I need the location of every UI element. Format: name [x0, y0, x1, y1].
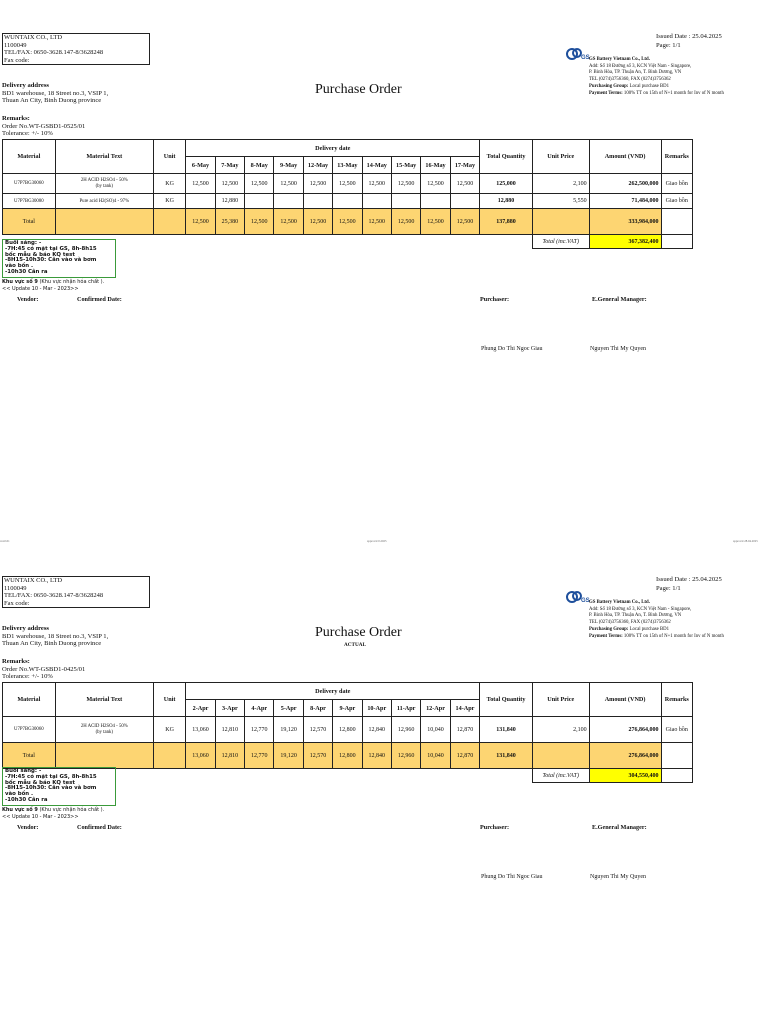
- header-total-quantity: Total Quantity: [480, 683, 533, 717]
- header-remarks: Remarks: [661, 683, 692, 717]
- grand-total-amount: 333,984,000: [589, 209, 661, 235]
- vendor-signature-label: Vendor:: [17, 296, 39, 303]
- qty-cell: [362, 194, 391, 209]
- material-text: Pure acid H2(SO)4 - 97%: [55, 194, 153, 209]
- header-delivery-date: Delivery date: [186, 140, 480, 157]
- qty-cell: 12,870: [450, 717, 480, 743]
- qty-cell: 12,570: [303, 717, 332, 743]
- vendor-name: WUNTAIX CO., LTD: [4, 34, 63, 41]
- issued-date: Issued Date : 25.04.2025: [656, 576, 722, 583]
- total-qty-cell: 10,040: [421, 743, 450, 769]
- gs-logo: [566, 590, 590, 606]
- confirmed-date-label: Confirmed Date:: [77, 824, 122, 831]
- date-header: 4-Apr: [245, 700, 274, 717]
- vendor-name: WUNTAIX CO., LTD: [4, 577, 63, 584]
- vendor-signature-label: Vendor:: [17, 824, 39, 831]
- date-header: 13-May: [333, 157, 362, 174]
- note-line: -10h30 Cân ra: [5, 796, 48, 803]
- qty-cell: [333, 194, 362, 209]
- header-remarks: Remarks: [661, 140, 692, 174]
- header-material: Material: [3, 683, 56, 717]
- material-code: U7P7BG30060: [3, 717, 56, 743]
- delivery-label: Delivery address: [2, 82, 49, 89]
- note-line: Buổi sáng: -: [5, 240, 42, 246]
- vendor-fax: Fax code:: [4, 56, 30, 64]
- issued-info: [656, 576, 722, 593]
- purchaser-name: Phung Do Thi Ngoc Giau: [481, 346, 543, 352]
- page-number: Page: 1/1: [656, 41, 681, 49]
- total-qty-cell: 12,500: [245, 209, 274, 235]
- vendor-code: 1100049: [4, 584, 27, 592]
- page-number: Page: 1/1: [656, 584, 681, 592]
- delivery-note: [2, 767, 116, 806]
- delivery-address: [2, 82, 108, 105]
- material-code: U7P7BG30060: [3, 174, 56, 194]
- total-label: Total: [3, 209, 56, 235]
- company-tel: TEL (0274)3756360, FAX (0274)3756362: [589, 620, 671, 626]
- total-qty-cell: 12,960: [391, 743, 420, 769]
- delivery-address: [2, 625, 108, 648]
- manager-name: Nguyen Thi My Quyen: [590, 346, 647, 352]
- confirmed-date-label: Confirmed Date:: [77, 296, 122, 303]
- vendor-tel: TEL/FAX: 0650-3628.147-8/3628248: [4, 592, 104, 600]
- qty-cell: 12,800: [333, 717, 362, 743]
- delivery-line-1: BD1 warehouse, 18 Street no.3, VSIP 1,: [2, 632, 109, 640]
- company-address-1: Add: Số 18 Đường số 3, KCN Việt Nam - Singapore,: [589, 63, 692, 69]
- total-quantity-cell: 131,840: [480, 717, 533, 743]
- note-line: bốc mẫu & báo KQ test: [5, 251, 75, 258]
- date-header: 14-Apr: [450, 700, 480, 717]
- qty-cell: 12,500: [245, 174, 274, 194]
- date-header: 12-May: [303, 157, 332, 174]
- header-unit-price: Unit Price: [532, 140, 589, 174]
- delivery-line-1: BD1 warehouse, 18 Street no.3, VSIP 1,: [2, 89, 109, 97]
- note-line: -7H:45 có mặt tại GS, 8h-8h15: [5, 245, 97, 252]
- header-material-text: Material Text: [55, 140, 153, 174]
- update-note: << Update 10 - Mar - 2023>>: [2, 814, 79, 820]
- unit-cell: KG: [153, 194, 185, 209]
- header-amount: Amount (VND): [589, 683, 661, 717]
- area-note: Khu vực số 9 (Khu vực nhận hóa chất ).: [2, 279, 105, 285]
- page-title: Purchase Order: [315, 82, 402, 97]
- delivery-note: [2, 239, 116, 278]
- total-qty-cell: 12,500: [450, 209, 480, 235]
- qty-cell: 12,840: [362, 717, 391, 743]
- delivery-label: Delivery address: [2, 625, 49, 632]
- note-line: bốc mẫu & báo KQ test: [5, 779, 75, 786]
- remarks-cell: Giao bồn: [661, 174, 692, 194]
- update-note: << Update 10 - Mar - 2023>>: [2, 286, 79, 292]
- date-header: 11-Apr: [391, 700, 420, 717]
- total-qty-cell: 12,870: [450, 743, 480, 769]
- qty-cell: [245, 194, 274, 209]
- grand-total-quantity: 137,880: [480, 209, 533, 235]
- qty-cell: [421, 194, 450, 209]
- company-name: GS Battery Vietnam Co., Ltd.: [589, 57, 650, 62]
- issued-date: Issued Date : 25.04.2025: [656, 33, 722, 40]
- total-vat-amount: 304,550,400: [589, 769, 661, 783]
- total-qty-cell: 13,060: [186, 743, 215, 769]
- total-row: [3, 209, 693, 235]
- table-row: [3, 717, 693, 743]
- date-header: 10-Apr: [362, 700, 391, 717]
- header-unit-price: Unit Price: [532, 683, 589, 717]
- header-total-quantity: Total Quantity: [480, 140, 533, 174]
- unit-price-cell: 2,100: [532, 174, 589, 194]
- qty-cell: 12,500: [303, 174, 332, 194]
- table-row: [3, 194, 693, 209]
- page-title: Purchase Order: [315, 625, 402, 640]
- note-line: Buổi sáng: -: [5, 768, 42, 774]
- qty-cell: [450, 194, 480, 209]
- date-header: 16-May: [421, 157, 450, 174]
- footer-right: approval 28.04.2025: [733, 539, 758, 543]
- date-header: 5-Apr: [274, 700, 303, 717]
- note-line: -8H15-10h30: Cân vào và bơm: [5, 257, 97, 264]
- total-qty-cell: 12,500: [391, 209, 420, 235]
- header-material: Material: [3, 140, 56, 174]
- payment-terms: Payment Terms: 100% TT on 15th of N+1 month for Inv of N month: [589, 90, 724, 96]
- unit-price-cell: 5,550: [532, 194, 589, 209]
- qty-cell: 12,960: [391, 717, 420, 743]
- material-text: 2H ACID H2SO4 - 50% (by tank): [55, 717, 153, 743]
- vendor-code: 1100049: [4, 41, 27, 49]
- vendor-info-box: [2, 33, 150, 65]
- grand-total-amount: 276,864,000: [589, 743, 661, 769]
- qty-cell: 12,500: [186, 174, 215, 194]
- purchase-order-1: [0, 0, 768, 303]
- qty-cell: [391, 194, 420, 209]
- purchaser-label: Purchaser:: [480, 296, 510, 303]
- order-number: Order No.WT-GSBD1-0425/01: [2, 665, 86, 673]
- total-qty-cell: 12,500: [274, 209, 303, 235]
- total-qty-cell: 12,570: [303, 743, 332, 769]
- total-qty-cell: 19,120: [274, 743, 303, 769]
- company-info: [589, 600, 724, 640]
- vendor-info-box: [2, 576, 150, 608]
- purchase-order-2: [0, 543, 768, 843]
- company-tel: TEL (0274)3756360, FAX (0274)3756362: [589, 77, 671, 83]
- vendor-tel: TEL/FAX: 0650-3628.147-8/3628248: [4, 49, 104, 57]
- qty-cell: 12,500: [215, 174, 244, 194]
- qty-cell: 12,500: [391, 174, 420, 194]
- svg-text:GS: GS: [581, 598, 590, 604]
- total-qty-cell: 12,770: [245, 743, 274, 769]
- company-info: [589, 57, 724, 97]
- total-qty-cell: 12,500: [303, 209, 332, 235]
- tolerance: Tolerance: +/- 10%: [2, 673, 53, 681]
- amount-cell: 71,484,000: [589, 194, 661, 209]
- qty-cell: 12,500: [362, 174, 391, 194]
- date-header: 17-May: [450, 157, 480, 174]
- remarks-cell: Giao bồn: [661, 194, 692, 209]
- header-unit: Unit: [153, 683, 185, 717]
- delivery-line-2: Thuan An City, Binh Duong province: [2, 97, 102, 104]
- date-header: 14-May: [362, 157, 391, 174]
- total-qty-cell: 12,500: [186, 209, 215, 235]
- note-line: -10h30 Cân ra: [5, 268, 48, 275]
- payment-terms: Payment Terms: 100% TT on 15th of N+1 month for Inv of N month: [589, 633, 724, 639]
- remarks-label: Remarks:: [2, 115, 30, 122]
- material-code: U7P7BG30080: [3, 194, 56, 209]
- issued-info: [656, 33, 722, 50]
- unit-price-cell: 2,100: [532, 717, 589, 743]
- header-material-text: Material Text: [55, 683, 153, 717]
- qty-cell: 12,810: [215, 717, 244, 743]
- date-header: 8-Apr: [303, 700, 332, 717]
- qty-cell: 12,880: [215, 194, 244, 209]
- gs-logo: [566, 47, 590, 63]
- purchaser-name: Phung Do Thi Ngoc Giau: [481, 874, 543, 880]
- total-qty-cell: 25,380: [215, 209, 244, 235]
- date-header: 15-May: [391, 157, 420, 174]
- delivery-line-2: Thuan An City, Binh Duong province: [2, 640, 102, 647]
- manager-label: E.General Manager:: [592, 296, 647, 303]
- total-label: Total: [3, 743, 56, 769]
- total-quantity-cell: 125,000: [480, 174, 533, 194]
- footer-mid: approval 0.2025: [367, 539, 387, 543]
- tolerance: Tolerance: +/- 10%: [2, 130, 53, 138]
- total-qty-cell: 12,810: [215, 743, 244, 769]
- company-address-2: P. Bình Hòa, TP. Thuận An, T. Bình Dương, VN: [589, 613, 682, 619]
- qty-cell: 12,770: [245, 717, 274, 743]
- total-qty-cell: 12,840: [362, 743, 391, 769]
- remarks-cell: Giao bồn: [661, 717, 692, 743]
- remarks-block: [2, 658, 85, 681]
- header-amount: Amount (VND): [589, 140, 661, 174]
- total-vat-label: Total (inc.VAT): [532, 235, 589, 249]
- page-subtitle: ACTUAL: [344, 642, 366, 648]
- company-name: GS Battery Vietnam Co., Ltd.: [589, 600, 650, 605]
- total-row: [3, 743, 693, 769]
- note-line: vào bồn .: [5, 263, 34, 270]
- date-header: 3-Apr: [215, 700, 244, 717]
- qty-cell: 10,040: [421, 717, 450, 743]
- total-vat-amount: 367,382,400: [589, 235, 661, 249]
- date-header: 8-May: [245, 157, 274, 174]
- date-header: 2-Apr: [186, 700, 215, 717]
- remarks-label: Remarks:: [2, 658, 30, 665]
- note-line: -7H:45 có mặt tại GS, 8h-8h15: [5, 773, 97, 780]
- grand-total-quantity: 131,840: [480, 743, 533, 769]
- unit-cell: KG: [153, 174, 185, 194]
- header-unit: Unit: [153, 140, 185, 174]
- total-vat-label: Total (inc.VAT): [532, 769, 589, 783]
- header-delivery-date: Delivery date: [186, 683, 480, 700]
- qty-cell: 13,060: [186, 717, 215, 743]
- company-address-2: P. Bình Hòa, TP. Thuận An, T. Bình Dương, VN: [589, 70, 682, 76]
- manager-label: E.General Manager:: [592, 824, 647, 831]
- purchasing-group: Purchasing Group: Local purchase BD1: [589, 626, 670, 632]
- date-header: 9-May: [274, 157, 303, 174]
- date-header: 6-May: [186, 157, 215, 174]
- vendor-fax: Fax code:: [4, 599, 30, 607]
- date-header: 9-Apr: [333, 700, 362, 717]
- qty-cell: 12,500: [274, 174, 303, 194]
- date-header: 12-Apr: [421, 700, 450, 717]
- qty-cell: [186, 194, 215, 209]
- total-qty-cell: 12,500: [421, 209, 450, 235]
- amount-cell: 276,864,000: [589, 717, 661, 743]
- svg-text:GS: GS: [581, 55, 590, 61]
- total-qty-cell: 12,500: [333, 209, 362, 235]
- qty-cell: 12,500: [450, 174, 480, 194]
- qty-cell: 12,500: [333, 174, 362, 194]
- total-qty-cell: 12,500: [362, 209, 391, 235]
- order-table: [2, 139, 693, 249]
- manager-name: Nguyen Thi My Quyen: [590, 874, 647, 880]
- remarks-block: [2, 115, 85, 138]
- qty-cell: [274, 194, 303, 209]
- purchaser-label: Purchaser:: [480, 824, 510, 831]
- area-note: Khu vực số 9 (Khu vực nhận hóa chất ).: [2, 807, 105, 813]
- total-quantity-cell: 12,880: [480, 194, 533, 209]
- date-header: 7-May: [215, 157, 244, 174]
- note-line: -8H15-10h30: Cân vào và bơm: [5, 785, 97, 792]
- qty-cell: 19,120: [274, 717, 303, 743]
- note-line: vào bồn .: [5, 791, 34, 798]
- material-text: 2H ACID H2SO4 - 50% (by tank): [55, 174, 153, 194]
- table-row: [3, 174, 693, 194]
- company-address-1: Add: Số 18 Đường số 3, KCN Việt Nam - Singapore,: [589, 606, 692, 612]
- purchasing-group: Purchasing Group: Local purchase BD1: [589, 83, 670, 89]
- footer-left: ver.0.01: [0, 539, 10, 543]
- order-number: Order No.WT-GSBD1-0525/01: [2, 122, 86, 130]
- qty-cell: [303, 194, 332, 209]
- amount-cell: 262,500,000: [589, 174, 661, 194]
- unit-cell: KG: [153, 717, 185, 743]
- total-qty-cell: 12,800: [333, 743, 362, 769]
- qty-cell: 12,500: [421, 174, 450, 194]
